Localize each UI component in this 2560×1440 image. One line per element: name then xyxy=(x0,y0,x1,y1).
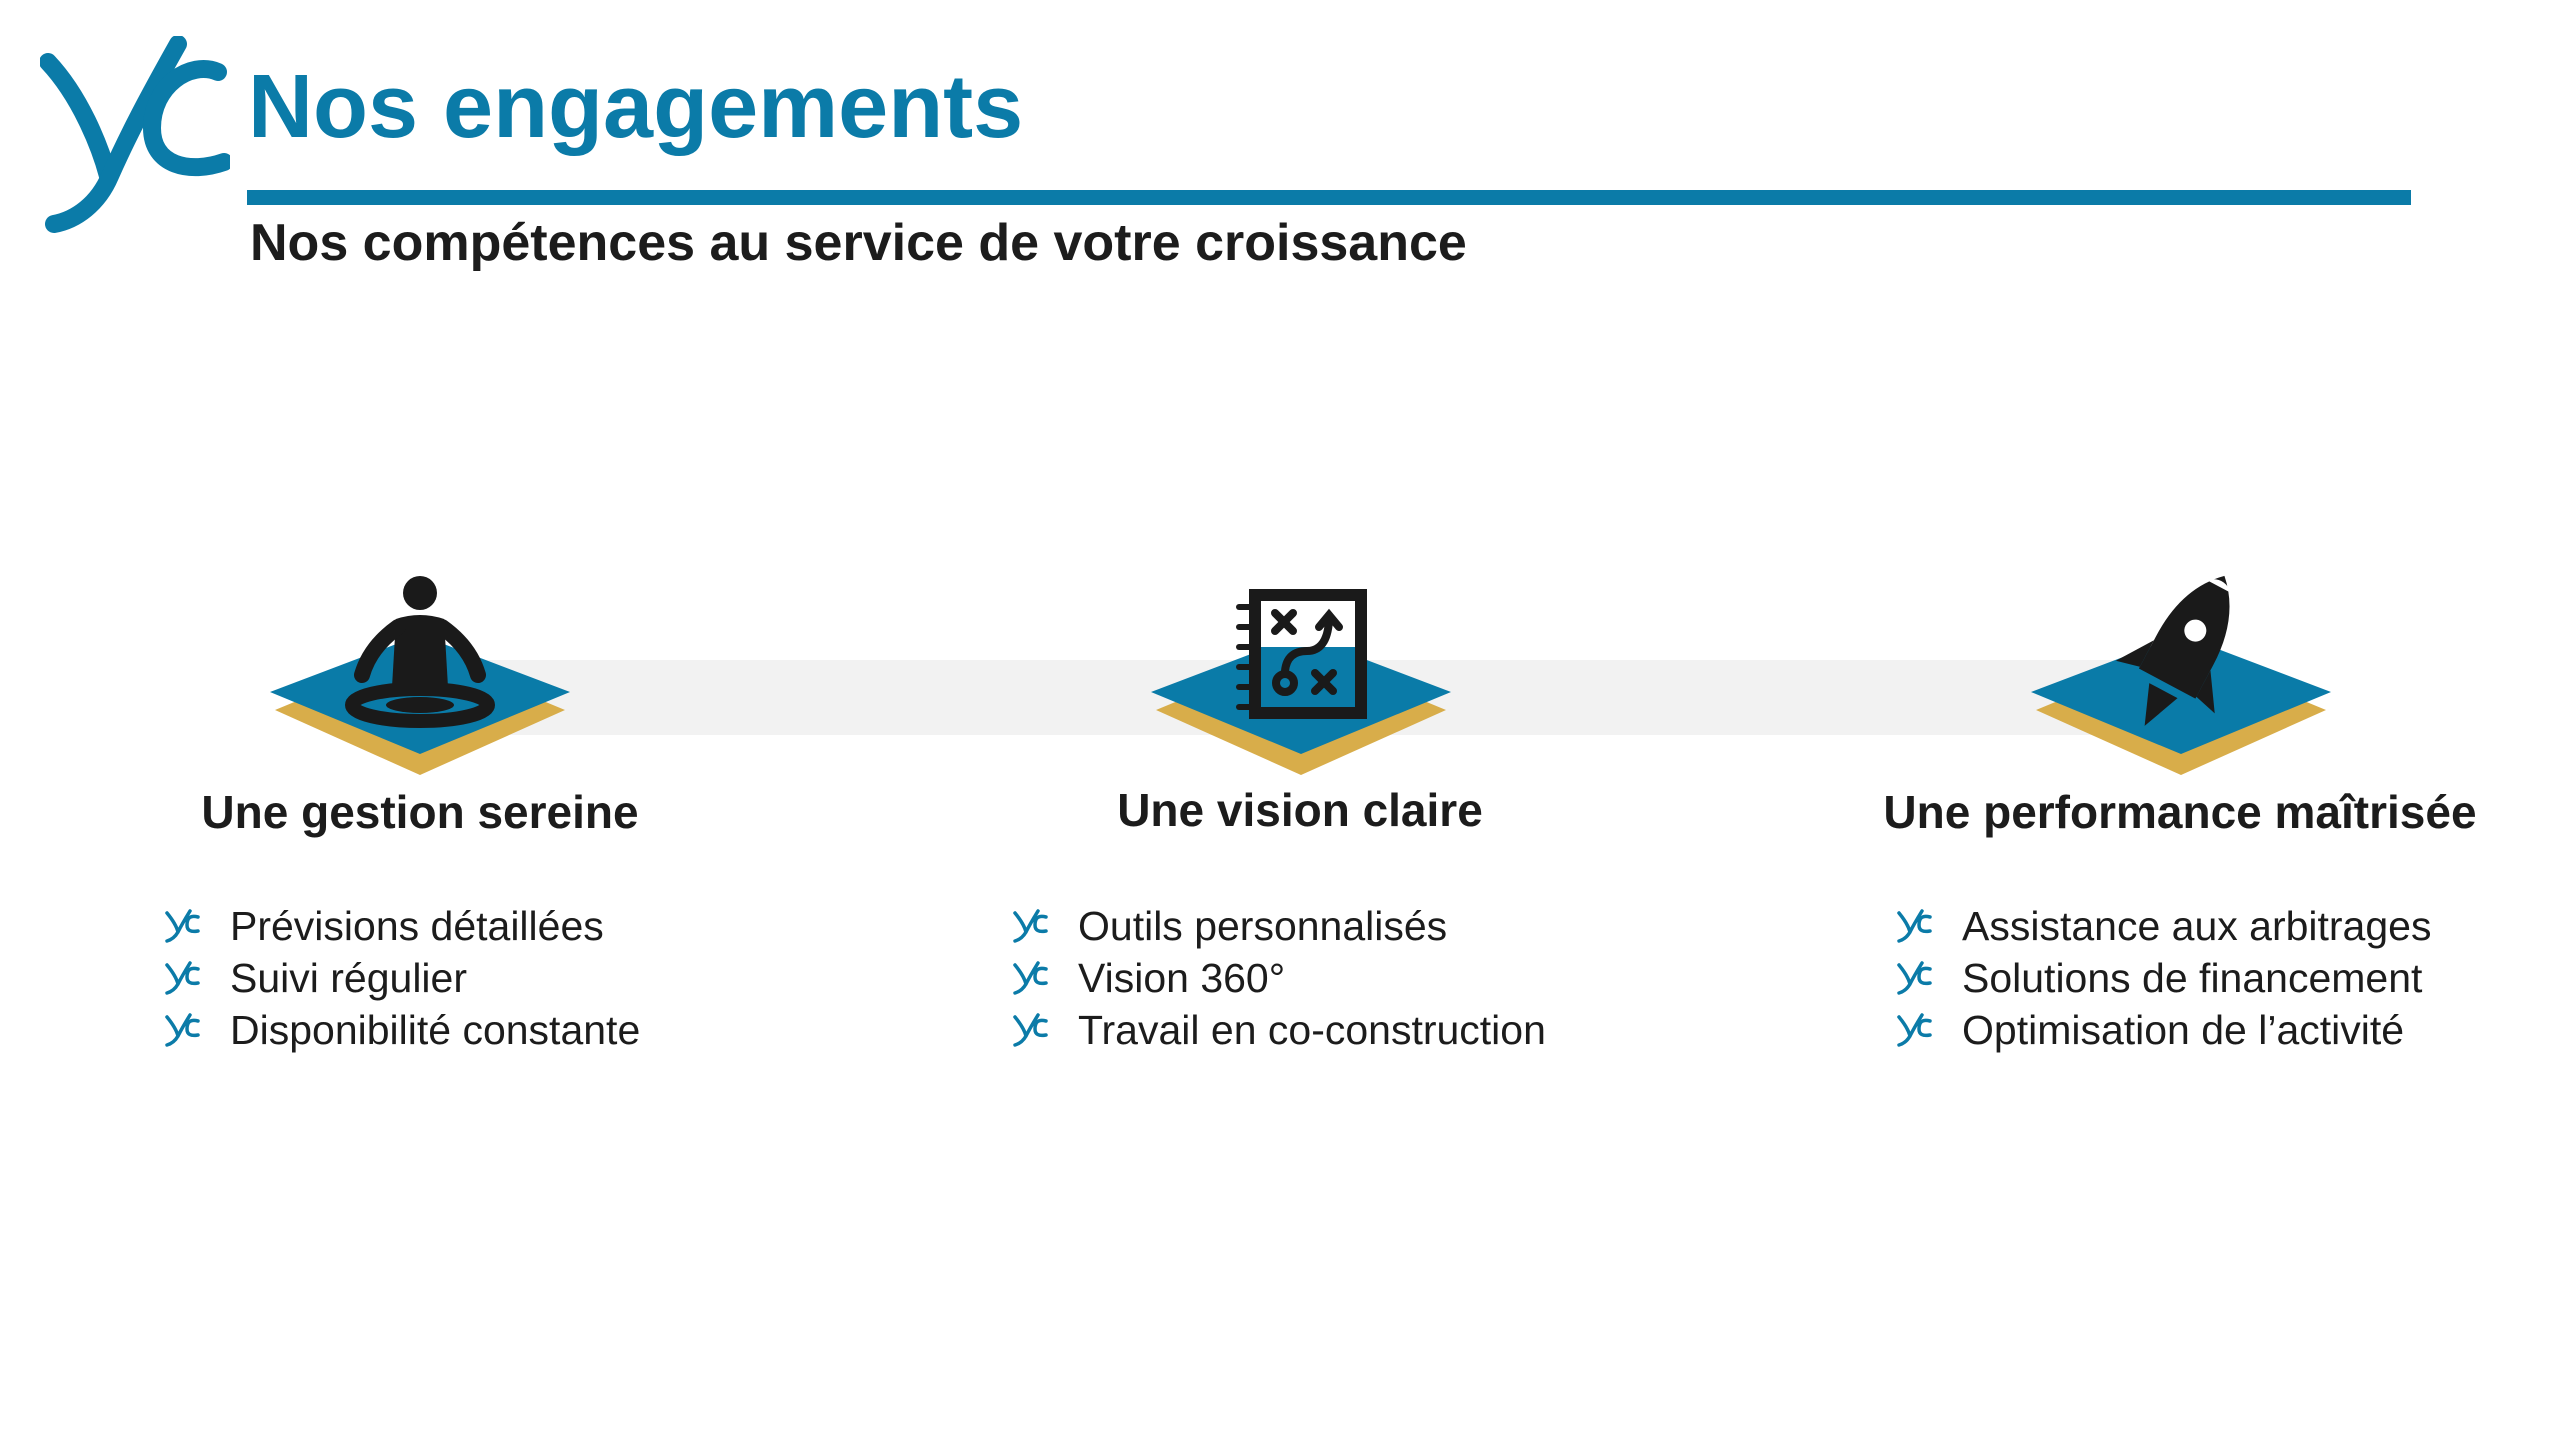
list-item xyxy=(1012,1004,1546,1056)
list-item-label: Suivi régulier xyxy=(230,954,467,1001)
list-item-label: Travail en co-construction xyxy=(1078,1006,1546,1053)
yc-bullet-icon xyxy=(1012,960,1048,996)
yc-bullet-icon xyxy=(1896,960,1932,996)
yc-bullet-icon xyxy=(1012,1012,1048,1048)
strategy-notebook-icon xyxy=(1235,585,1375,725)
list-item xyxy=(1012,952,1546,1004)
pillar-title: Une gestion sereine xyxy=(201,786,639,838)
pillar-list xyxy=(164,900,640,1056)
yc-bullet-icon xyxy=(1896,1012,1932,1048)
list-item-label: Optimisation de l’activité xyxy=(1962,1006,2405,1053)
rocket-icon xyxy=(2105,560,2265,740)
yc-logo-icon xyxy=(40,36,230,236)
list-item xyxy=(1896,1004,2431,1056)
yc-bullet-icon xyxy=(164,908,200,944)
pillar-list xyxy=(1012,900,1546,1056)
pillar-title: Une vision claire xyxy=(1117,784,1483,836)
list-item xyxy=(1012,900,1546,952)
list-item xyxy=(164,1004,640,1056)
yc-bullet-icon xyxy=(1012,908,1048,944)
list-item-label: Assistance aux arbitrages xyxy=(1962,902,2432,949)
list-item-label: Disponibilité constante xyxy=(230,1006,641,1053)
list-item-label: Vision 360° xyxy=(1078,954,1286,1001)
list-item xyxy=(1896,900,2431,952)
list-item xyxy=(164,900,640,952)
yc-bullet-icon xyxy=(164,1012,200,1048)
yc-bullet-icon xyxy=(164,960,200,996)
list-item-label: Solutions de financement xyxy=(1962,954,2423,1001)
list-item-label: Prévisions détaillées xyxy=(230,902,604,949)
pillar-title: Une performance maîtrisée xyxy=(1883,786,2477,838)
list-item xyxy=(1896,952,2431,1004)
meditation-person-icon xyxy=(340,575,500,735)
title-divider xyxy=(247,190,2411,205)
list-item-label: Outils personnalisés xyxy=(1078,902,1448,949)
yc-bullet-icon xyxy=(1896,908,1932,944)
page-subtitle: Nos compétences au service de votre croissance xyxy=(250,214,1467,272)
page-title: Nos engagements xyxy=(248,57,1024,157)
pillar-list xyxy=(1896,900,2431,1056)
list-item xyxy=(164,952,640,1004)
